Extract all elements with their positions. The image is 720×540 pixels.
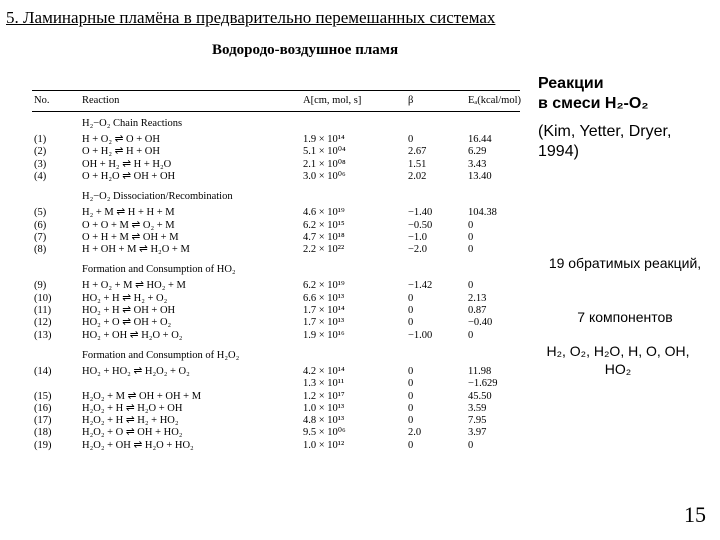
temperature-exponent: −1.00 bbox=[408, 329, 433, 341]
pre-exponential-factor: 5.1 × 10⁰⁴ bbox=[303, 146, 346, 158]
reaction-equation: O + H + M ⇌ OH + M bbox=[82, 231, 179, 243]
pre-exponential-factor: 4.2 × 10¹⁴ bbox=[303, 365, 345, 377]
reaction-equation: H + O₂ + M ⇌ HO₂ + M bbox=[82, 280, 186, 292]
temperature-exponent: 0 bbox=[408, 317, 414, 329]
section-title: Formation and Consumption of HO₂ bbox=[82, 264, 236, 276]
slide-subtitle: Водородо-воздушное пламя bbox=[212, 42, 399, 58]
reaction-equation: H + O₂ ⇌ O + OH bbox=[82, 134, 160, 145]
pre-exponential-factor: 1.9 × 10¹⁶ bbox=[303, 329, 345, 341]
pre-exponential-factor: 3.0 × 10⁰⁶ bbox=[303, 170, 346, 182]
reactions-label-line2: в смеси H₂-O₂ bbox=[538, 95, 649, 112]
reactions-label bbox=[538, 74, 648, 114]
temperature-exponent: 0 bbox=[408, 390, 414, 402]
reaction-row bbox=[32, 402, 520, 415]
activation-energy: 7.95 bbox=[468, 415, 487, 427]
activation-energy: 16.44 bbox=[468, 134, 492, 145]
reaction-number: (18) bbox=[34, 427, 52, 439]
header-a: A[cm, mol, s] bbox=[303, 95, 362, 106]
slide-title: 5. Ламинарные пламёна в предварительно перемешанных системах bbox=[6, 8, 496, 27]
reaction-equation: H₂O₂ + M ⇌ OH + OH + M bbox=[82, 390, 202, 402]
species-list: H₂, O₂, H₂O, H, O, OH, HO₂ bbox=[546, 343, 690, 377]
reaction-row bbox=[32, 365, 520, 378]
reaction-equation: H + OH + M ⇌ H₂O + M bbox=[82, 244, 190, 256]
temperature-exponent: 0 bbox=[408, 415, 414, 427]
section-title: H₂−O₂ Dissociation/Recombination bbox=[82, 191, 233, 203]
section-title: H₂−O₂ Chain Reactions bbox=[82, 118, 183, 129]
reaction-row bbox=[32, 145, 520, 158]
temperature-exponent: −1.40 bbox=[408, 207, 433, 219]
activation-energy: 6.29 bbox=[468, 146, 487, 158]
reaction-number: (13) bbox=[34, 329, 52, 341]
reaction-row bbox=[32, 316, 520, 329]
reaction-number: (9) bbox=[34, 280, 47, 292]
reaction-row bbox=[32, 329, 520, 342]
temperature-exponent: 0 bbox=[408, 439, 414, 451]
reaction-number: (15) bbox=[34, 390, 52, 402]
reaction-number: (4) bbox=[34, 170, 47, 182]
temperature-exponent: 2.67 bbox=[408, 146, 427, 158]
reaction-equation: H₂ + M ⇌ H + H + M bbox=[82, 207, 175, 219]
temperature-exponent: 2.0 bbox=[408, 427, 422, 439]
reaction-row bbox=[32, 304, 520, 317]
table-header-rule bbox=[32, 111, 520, 112]
reaction-number: (10) bbox=[34, 292, 52, 304]
activation-energy: 104.38 bbox=[468, 207, 497, 219]
reaction-row bbox=[32, 292, 520, 305]
reaction-number: (11) bbox=[34, 305, 52, 316]
components-count: 7 компонентов bbox=[577, 309, 673, 325]
temperature-exponent: 2.02 bbox=[408, 170, 427, 182]
temperature-exponent: −0.50 bbox=[408, 219, 433, 231]
reaction-row bbox=[32, 426, 520, 439]
activation-energy: 0 bbox=[468, 231, 474, 243]
reaction-row bbox=[32, 133, 520, 146]
pre-exponential-factor: 1.0 × 10¹³ bbox=[303, 402, 345, 414]
activation-energy: 0 bbox=[468, 219, 474, 231]
reaction-number: (1) bbox=[34, 134, 47, 145]
citation: (Kim, Yetter, Dryer, 1994) bbox=[538, 123, 672, 160]
header-no: No. bbox=[34, 95, 50, 106]
activation-energy: −0.40 bbox=[468, 317, 493, 329]
reactions-label-line1: Реакции bbox=[538, 75, 604, 92]
pre-exponential-factor: 1.7 × 10¹³ bbox=[303, 317, 345, 329]
activation-energy: 2.13 bbox=[468, 292, 487, 304]
reaction-number: (12) bbox=[34, 317, 52, 329]
activation-energy: 13.40 bbox=[468, 170, 492, 182]
reaction-equation: H₂O₂ + H ⇌ H₂O + OH bbox=[82, 402, 183, 414]
reaction-number: (3) bbox=[34, 158, 47, 170]
reaction-number: (6) bbox=[34, 219, 47, 231]
reaction-row bbox=[32, 279, 520, 292]
temperature-exponent: 0 bbox=[408, 378, 414, 390]
pre-exponential-factor: 1.3 × 10¹¹ bbox=[303, 378, 345, 390]
reaction-number: (16) bbox=[34, 402, 52, 414]
reaction-number: (8) bbox=[34, 244, 47, 256]
reaction-number: (17) bbox=[34, 415, 52, 427]
reaction-equation: HO₂ + H ⇌ H₂ + O₂ bbox=[82, 292, 168, 304]
reaction-row bbox=[32, 390, 520, 403]
reaction-number: (2) bbox=[34, 146, 47, 158]
reversible-count: 19 обратимых реакций, bbox=[548, 255, 702, 271]
reaction-equation: H₂O₂ + O ⇌ OH + HO₂ bbox=[82, 427, 183, 439]
activation-energy: 0 bbox=[468, 280, 474, 292]
pre-exponential-factor: 2.2 × 10²² bbox=[303, 244, 345, 256]
activation-energy: 3.97 bbox=[468, 427, 487, 439]
activation-energy: −1.629 bbox=[468, 378, 498, 390]
reaction-row bbox=[32, 219, 520, 232]
pre-exponential-factor: 6.6 × 10¹³ bbox=[303, 292, 345, 304]
temperature-exponent: 0 bbox=[408, 292, 414, 304]
reaction-row bbox=[32, 170, 520, 183]
pre-exponential-factor: 4.6 × 10¹⁹ bbox=[303, 207, 345, 219]
table-header-row bbox=[32, 94, 520, 107]
pre-exponential-factor: 6.2 × 10¹⁹ bbox=[303, 280, 345, 292]
reaction-equation: HO₂ + HO₂ ⇌ H₂O₂ + O₂ bbox=[82, 365, 190, 377]
reaction-equation: HO₂ + O ⇌ OH + O₂ bbox=[82, 317, 172, 329]
pre-exponential-factor: 4.7 × 10¹⁸ bbox=[303, 231, 345, 243]
page-number: 15 bbox=[684, 502, 706, 527]
pre-exponential-factor: 1.7 × 10¹⁴ bbox=[303, 305, 345, 316]
pre-exponential-factor: 1.2 × 10¹⁷ bbox=[303, 390, 345, 402]
reaction-equation: O + O + M ⇌ O₂ + M bbox=[82, 219, 175, 231]
section-title: Formation and Consumption of H₂O₂ bbox=[82, 349, 240, 361]
reaction-equation: HO₂ + OH ⇌ H₂O + O₂ bbox=[82, 329, 183, 341]
activation-energy: 11.98 bbox=[468, 365, 492, 377]
reaction-row bbox=[32, 158, 520, 171]
reaction-row bbox=[32, 439, 520, 452]
temperature-exponent: −2.0 bbox=[408, 244, 428, 256]
pre-exponential-factor: 2.1 × 10⁰⁸ bbox=[303, 158, 346, 170]
reaction-equation: H₂O₂ + H ⇌ H₂ + HO₂ bbox=[82, 415, 179, 427]
activation-energy: 0 bbox=[468, 439, 474, 451]
temperature-exponent: 0 bbox=[408, 134, 414, 145]
reaction-row bbox=[32, 414, 520, 427]
reaction-equation: O + H₂O ⇌ OH + OH bbox=[82, 170, 176, 182]
activation-energy: 3.43 bbox=[468, 158, 487, 170]
reaction-equation: H₂O₂ + OH ⇌ H₂O + HO₂ bbox=[82, 439, 194, 451]
reaction-row bbox=[32, 231, 520, 244]
reaction-equation: O + H₂ ⇌ H + OH bbox=[82, 146, 160, 158]
reaction-number: (14) bbox=[34, 365, 52, 377]
reaction-row bbox=[32, 377, 520, 390]
header-beta: β bbox=[408, 95, 414, 106]
temperature-exponent: 1.51 bbox=[408, 158, 427, 170]
temperature-exponent: 0 bbox=[408, 365, 414, 377]
reaction-number: (5) bbox=[34, 207, 47, 219]
reaction-equation: HO₂ + H ⇌ OH + OH bbox=[82, 305, 176, 316]
header-reaction: Reaction bbox=[82, 95, 120, 106]
reaction-number: (19) bbox=[34, 439, 52, 451]
reaction-equation: OH + H₂ ⇌ H + H₂O bbox=[82, 158, 172, 170]
temperature-exponent: −1.42 bbox=[408, 280, 433, 292]
pre-exponential-factor: 1.0 × 10¹² bbox=[303, 439, 345, 451]
temperature-exponent: 0 bbox=[408, 305, 414, 316]
pre-exponential-factor: 9.5 × 10⁰⁶ bbox=[303, 427, 346, 439]
activation-energy: 0 bbox=[468, 244, 474, 256]
activation-energy: 3.59 bbox=[468, 402, 487, 414]
activation-energy: 0.87 bbox=[468, 305, 487, 316]
activation-energy: 0 bbox=[468, 329, 474, 341]
table-top-rule bbox=[32, 90, 520, 91]
activation-energy: 45.50 bbox=[468, 390, 492, 402]
temperature-exponent: −1.0 bbox=[408, 231, 428, 243]
reaction-row bbox=[32, 206, 520, 219]
pre-exponential-factor: 6.2 × 10¹⁵ bbox=[303, 219, 345, 231]
pre-exponential-factor: 4.8 × 10¹³ bbox=[303, 415, 345, 427]
temperature-exponent: 0 bbox=[408, 402, 414, 414]
pre-exponential-factor: 1.9 × 10¹⁴ bbox=[303, 134, 345, 145]
reaction-row bbox=[32, 243, 520, 256]
header-ea: Eₐ(kcal/mol) bbox=[468, 95, 522, 106]
reaction-number: (7) bbox=[34, 231, 47, 243]
